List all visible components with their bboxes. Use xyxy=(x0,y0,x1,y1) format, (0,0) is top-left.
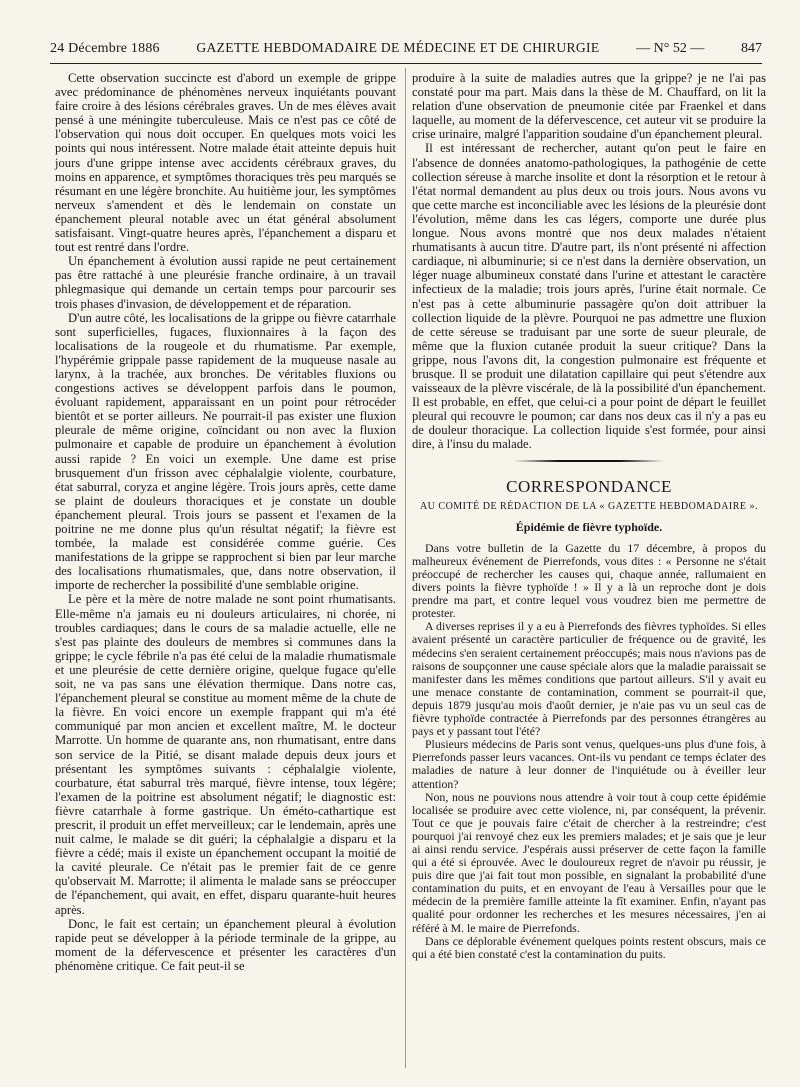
journal-title: GAZETTE HEBDOMADAIRE DE MÉDECINE ET DE CHIRURGIE xyxy=(196,40,600,55)
column-divider xyxy=(405,68,406,1068)
article-heading: Épidémie de fièvre typhoïde. xyxy=(515,519,663,534)
paragraph: Dans ce déplorable événement quelques points restent obscurs, mais ce qui a été bien constaté c'est la contamination du puits. xyxy=(412,933,766,961)
paragraph: Dans votre bulletin de la Gazette du 17 décembre, à propos du malheureux événement de Pierrefonds, vous dites : « Personne ne s'était préoccupé de rechercher les causes qui, chaque année, rallumaient en divers points la fièvre typhoïde ! » Il y a là un reproche dont je dois prendre ma part, et contre lequel vous voudrez bien me permettre de protester. xyxy=(412,540,766,621)
correspondance-body xyxy=(412,542,766,961)
paragraph: produire à la suite de maladies autres que la grippe? je ne l'ai pas constaté pour ma part. Mais dans la thèse de M. Chauffard, on lit la relation d'une observation de pneumonie citée par Fraenkel et dans laquelle, au moment de la défervescence, cet auteur vit se produire la crise urinaire, malgré l'apparition soudaine d'un épanchement pleural. xyxy=(412,71,766,142)
paragraph: Donc, le fait est certain; un épanchement pleural à évolution rapide peut se développer à la période terminale de la grippe, au moment de la défervescence et présenter les caractères d'un phénomène critique. Ce fait peut-il se xyxy=(55,916,396,973)
paragraph: A diverses reprises il y a eu à Pierrefonds des fièvres typhoïdes. Si elles avaient présenté un caractère particulier de fréquence ou de gravité, les médecins s'en seraient certainement préoccupés; mais nous n'avions pas de raisons de soupçonner une cause spéciale alors que la maladie paraissait se manifester dans les mêmes conditions que partout ailleurs. S'il y avait eu une menace constante de contamination, comment se pourrait-il que, depuis 1879 jusqu'au mois d'août dernier, je n'aie pas vu un seul cas de fièvre typhoïde contractée à Pierrefonds par des personnes étrangères au pays et y passant tout l'été? xyxy=(412,619,766,739)
header-rule xyxy=(50,63,762,64)
issue-number: — N° 52 — xyxy=(636,41,705,56)
page-number: 847 xyxy=(741,41,762,56)
right-column xyxy=(412,71,766,961)
section-subtitle: AU COMITÉ DE RÉDACTION DE LA « GAZETTE HEBDOMADAIRE ». xyxy=(419,500,759,512)
paragraph: Cette observation succincte est d'abord un exemple de grippe avec prédominance de phénomènes nerveux inquiétants pouvant faire croire à des lésions cérébrales graves. Un de mes élèves avait pensé à une méningite tuberculeuse. Mais ce n'est pas ce côté de l'observation qui nous doit occuper. En quelques mots voici les points qui nous intéressent. Notre malade était atteinte depuis huit jours d'une grippe intense avec accidents cérébraux graves, du moins en apparence, et symptômes thoraciques très peu marqués se résumant en une légère bronchite. Au huitième jour, les symptômes nerveux s'amendent et dès le lendemain on constate un épanchement pleural notable avec un état général absolument satisfaisant. Vingt-quatre heures après, l'épanchement a disparu et tout est rentré dans l'ordre. xyxy=(55,71,396,255)
paragraph: Le père et la mère de notre malade ne sont point rhumatisants. Elle-même n'a jamais eu ni douleurs articulaires, ni chorée, ni troubles cardiaques; dans le cours de sa maladie actuelle, elle ne s'est pas plainte des douleurs de membres si communes dans la grippe; le cycle fébrile n'a pas été celui de la maladie rhumatismale et une pleurésie de cette dernière origine, quelque fugace qu'elle soit, ne va pas sans une élévation thermique. Dans notre cas, l'épanchement pleural se constitue au moment même de la chute de la fièvre. En voici encore un exemple frappant qui m'a été communiqué par mon ancien et excellent maître, M. le docteur Marrotte. Un homme de quarante ans, non rhumatisant, entre dans son service de la Pitié, se disant malade depuis deux jours et présentant les symptômes suivants : céphalalgie violente, courbature, état saburral très marqué, fièvre intense, toux légère; l'examen de la poitrine est absolument négatif; le diagnostic est: fièvre catarrhale à forme gastrique. Un éméto-cathartique est prescrit, il produit un effet merveilleux; car le lendemain, après une nuit calme, le malade se dit guéri; la céphalalgie a disparu et la fièvre a cédé; mais il existe un épanchement occupant la moitié de la cavité pleurale. Ce n'était pas le premier fait de ce genre qu'observait M. Marrotte; il alimenta le malade sans se préoccuper de l'épanchement, qui avait, en effet, disparu quarante-huit heures après. xyxy=(55,592,396,917)
paragraph: Non, nous ne pouvions nous attendre à voir tout à coup cette épidémie localisée se produire avec cette violence, ni, par conséquent, la prévenir. Tout ce que je pouvais faire c'était de chercher à la restreindre; c'est pourquoi j'ai renvoyé chez eux les premiers malades; et je sais que je leur ai ainsi rendu service. J'espérais aussi préserver de cette façon la famille qui a été si éprouvée. Avec le douloureux regret de n'avoir pu réussir, je puis dire que j'ai fait tout mon possible, en signalant la probabilité d'une contamination du puits, et en envoyant de l'eau à Versailles pour que le médecin de la première famille atteinte la fît examiner. Enfin, n'ayant pas qualité pour ordonner les recherches et les mesures nécessaires, j'en ai référé à M. le maire de Pierrefonds. xyxy=(412,789,766,935)
left-column xyxy=(55,71,396,973)
paragraph: D'un autre côté, les localisations de la grippe ou fièvre catarrhale sont superficielles, fugaces, fluxionnaires à la façon des localisations de la rougeole et du rhumatisme. Par exemple, l'hypérémie grippale passe rapidement de la muqueuse nasale au larynx, à la trachée, aux bronches. De véritables fluxions ou congestions actives se développent parfois dans le poumon, évoluant rapidement, apparaissant en un point pour rétrocéder bientôt et se porter ailleurs. Ne pourrait-il pas exister une fluxion pleurale de même origine, coïncidant ou non avec la fluxion pulmonaire et capable de produire un épanchement à évolution aussi rapide ? En voici un exemple. Une dame est prise brusquement d'un frisson avec céphalalgie violente, courbature, état saburral, coryza et angine légère. Trois jours après, cette dame se plaint de douleurs thoraciques et je constate un double épanchement pleural. Trois jours se passent et l'examen de la poitrine ne me donne plus qu'un résultat négatif; la fièvre est tombée, la malade est considérée comme guérie. Ces manifestations de la grippe se rapprochent si bien par leur marche des localisations rhumatismales, que, dans notre observation, il importe de rechercher la possibilité d'une semblable origine. xyxy=(55,310,396,593)
issue-date: 24 Décembre 1886 xyxy=(50,41,160,56)
section-ornament xyxy=(514,458,664,464)
page-header xyxy=(50,40,762,62)
section-title: CORRESPONDANCE xyxy=(506,476,672,496)
paragraph: Il est intéressant de rechercher, autant qu'on peut le faire en l'absence de données anatomo-pathologiques, la pathogénie de cette collection séreuse à marche insolite et dont la résorption et le retour à l'état normal demandent au plus deux ou trois jours. Nous avons vu que cette marche est inconciliable avec les lésions de la pleurésie dont l'évolution, même dans les cas légers, comporte une durée plus longue. Nous avons montré que nos deux malades n'étaient rhumatisants à aucun titre. D'autre part, ils n'ont présenté ni affection cardiaque, ni albuminurie; si ce n'est dans la dernière observation, un léger nuage albumineux constaté dans l'urine et attestant le caractère infectieux de la maladie; trois jours après, l'urine était normale. Ce n'est pas à cette albuminurie passagère qu'on doit attribuer la collection liquide de la plèvre. Pourquoi ne pas admettre une fluxion de cette séreuse se traduisant par une sorte de sueur pleurale, de même que la fluxion cutanée produit la sueur critique? Dans la grippe, nous l'avons dit, la congestion pulmonaire est fréquente et brusque. Il se produit une dilatation capillaire qui peut s'étendre aux vaisseaux de la plèvre viscérale, de là la possibilité d'un épanchement. Il est probable, en effet, que celui-ci a pour point de départ le feuillet pleural qui recouvre le poumon; car dans nos deux cas il n'y a pas eu de douleur thoracique. La collection liquide s'est formée, pour ainsi dire, à l'insu du malade. xyxy=(412,141,766,452)
paragraph: Un épanchement à évolution aussi rapide ne peut certainement pas être rattaché à une pleurésie franche ordinaire, à un travail phlegmasique qui demande un certain temps pour parcourir ses trois phases d'invasion, de développement et de réparation. xyxy=(55,254,396,311)
paragraph: Plusieurs médecins de Paris sont venus, quelques-uns plus d'une fois, à Pierrefonds passer leurs vacances. Ont-ils vu pendant ce temps éclater des maladies de nature à leur donner de l'inquiétude ou à éveiller leur attention? xyxy=(412,737,766,791)
